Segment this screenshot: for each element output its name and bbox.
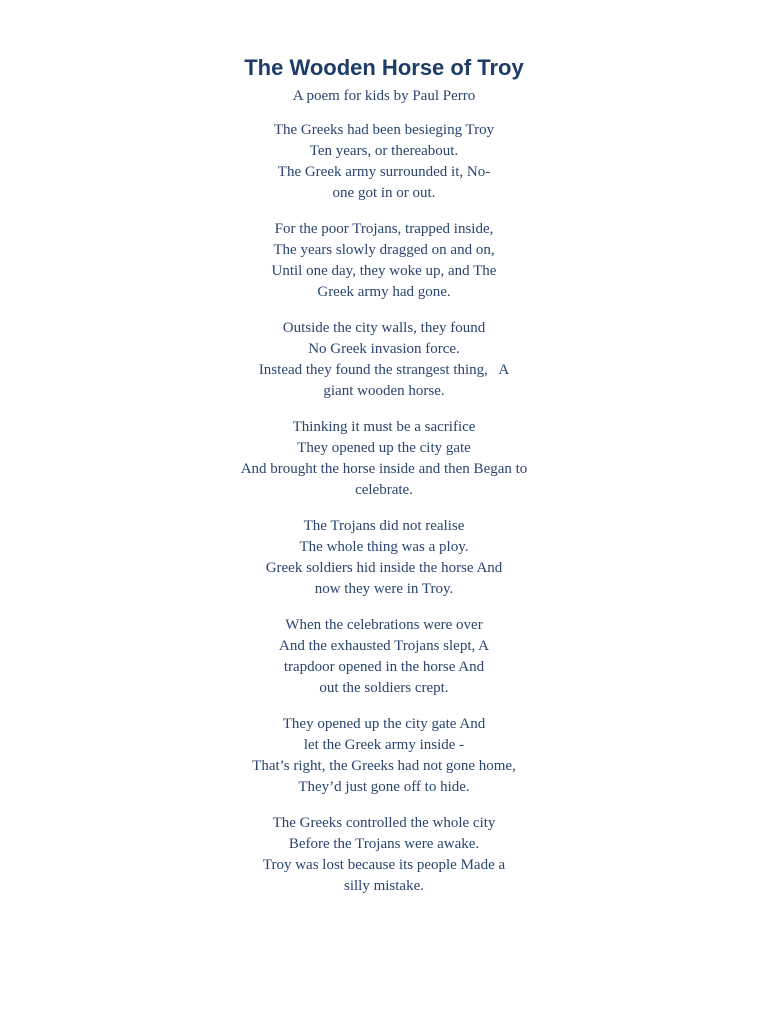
poem-line: The Greeks had been besieging Troy <box>273 122 495 138</box>
poem-line: And brought the horse inside and then Began to <box>240 461 528 477</box>
poem-line: let the Greek army inside - <box>303 737 465 753</box>
poem-line: They opened up the city gate <box>297 440 471 456</box>
poem-line: The Greek army surrounded it, No- <box>277 164 491 180</box>
poem-line: Instead they found the strangest thing, A <box>258 362 510 378</box>
poem-line: trapdoor opened in the horse And <box>283 659 485 675</box>
poem-line: now they were in Troy. <box>314 581 454 597</box>
poem-line: They opened up the city gate And <box>282 716 486 732</box>
poem-line: giant wooden horse. <box>323 383 445 399</box>
stanza-8 <box>0 813 768 897</box>
poem-line: Greek army had gone. <box>317 284 451 300</box>
poem-line: Troy was lost because its people Made a <box>262 857 506 873</box>
stanza-6 <box>0 615 768 699</box>
poem-line: Until one day, they woke up, and The <box>271 263 497 279</box>
poem-line: silly mistake. <box>344 878 424 894</box>
poem-line: When the celebrations were over <box>285 617 483 633</box>
poem-line: The Trojans did not realise <box>303 518 465 534</box>
poem-body <box>0 120 768 912</box>
stanza-5 <box>0 516 768 600</box>
poem-line: Ten years, or thereabout. <box>309 143 459 159</box>
stanza-2 <box>0 219 768 303</box>
poem-line: Thinking it must be a sacrifice <box>292 419 476 435</box>
stanza-4 <box>0 417 768 501</box>
poem-line: celebrate. <box>355 482 413 498</box>
poem-line: No Greek invasion force. <box>308 341 460 357</box>
poem-line: Before the Trojans were awake. <box>288 836 480 852</box>
poem-line: The whole thing was a ploy. <box>299 539 469 555</box>
poem-line: out the soldiers crept. <box>319 680 449 696</box>
poem-title: The Wooden Horse of Troy <box>244 55 524 80</box>
poem-line: The years slowly dragged on and on, <box>273 242 495 258</box>
stanza-3 <box>0 318 768 402</box>
poem-line: For the poor Trojans, trapped inside, <box>274 221 494 237</box>
stanza-1 <box>0 120 768 204</box>
poem-line: The Greeks controlled the whole city <box>272 815 496 831</box>
poem-line: Outside the city walls, they found <box>282 320 486 336</box>
poem-line: That’s right, the Greeks had not gone home, <box>252 758 516 774</box>
stanza-7 <box>0 714 768 798</box>
poem-line: They’d just gone off to hide. <box>298 779 470 795</box>
poem-line: one got in or out. <box>332 185 436 201</box>
poem-line: And the exhausted Trojans slept, A <box>279 638 489 654</box>
poem-subtitle: A poem for kids by Paul Perro <box>292 88 476 104</box>
poem-line: Greek soldiers hid inside the horse And <box>265 560 503 576</box>
